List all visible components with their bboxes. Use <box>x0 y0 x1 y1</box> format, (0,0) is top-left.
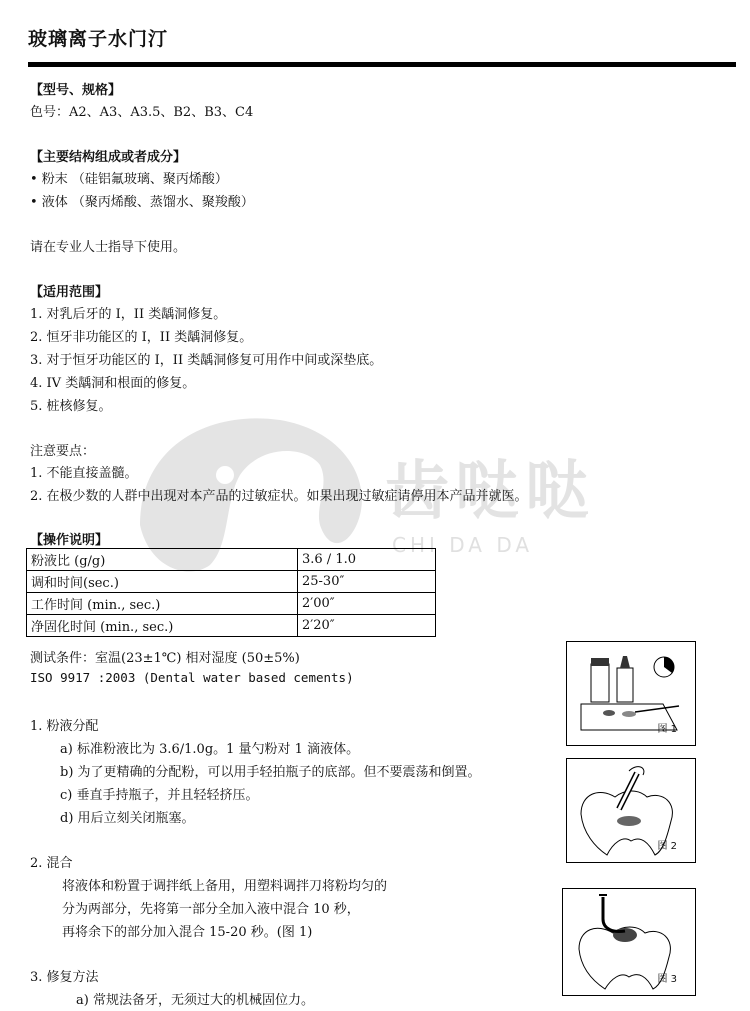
table-value: 2′20″ <box>298 615 436 637</box>
step-item: a) 标准粉液比为 3.6/1.0g。1 量勺粉对 1 滴液体。 <box>60 742 360 757</box>
attention-item: 1. 不能直接盖髓。 <box>30 466 138 481</box>
figure-caption: 图 1 <box>657 724 677 735</box>
table-value: 25-30″ <box>298 571 436 593</box>
table-row <box>27 615 436 637</box>
watermark-subtext: CHI DA DA <box>392 533 534 557</box>
table-key: 工作时间 (min., sec.) <box>27 593 298 615</box>
step-mixing-heading: 2. 混合 <box>30 856 73 871</box>
document-title: 玻璃离子水门汀 <box>28 28 169 50</box>
step-mixing-line: 分为两部分，先将第一部分全加入液中混合 10 秒， <box>62 902 360 917</box>
step-mixing-line: 再将余下的部分加入混合 15-20 秒。(图 1) <box>62 925 313 940</box>
figure-2 <box>566 758 696 863</box>
table-value: 2′00″ <box>298 593 436 615</box>
scope-item: 4. IV 类龋洞和根面的修复。 <box>30 376 196 391</box>
operation-heading: 【操作说明】 <box>30 533 109 548</box>
scope-item: 1. 对乳后牙的 I，II 类龋洞修复。 <box>30 307 227 322</box>
step-item: a) 常规法备牙，无须过大的机械固位力。 <box>76 993 314 1008</box>
scope-heading: 【适用范围】 <box>30 285 109 300</box>
operation-table <box>26 548 436 637</box>
composition-item: • 粉末 （硅铝氟玻璃、聚丙烯酸） <box>30 172 228 187</box>
step-item: c) 垂直手持瓶子，并且轻轻挤压。 <box>60 788 259 803</box>
figure-caption: 图 3 <box>657 974 677 985</box>
table-key: 调和时间(sec.) <box>27 571 298 593</box>
step-item: d) 用后立刻关闭瓶塞。 <box>60 811 195 826</box>
test-condition: 测试条件：室温(23±1℃) 相对湿度 (50±5%) <box>30 651 300 666</box>
scope-item: 3. 对于恒牙功能区的 I，II 类龋洞修复可用作中间或深垫底。 <box>30 353 383 368</box>
step-item: b) 为了更精确的分配粉，可以用手轻拍瓶子的底部。但不要震荡和倒置。 <box>60 765 481 780</box>
table-row <box>27 593 436 615</box>
figure-3 <box>562 888 696 996</box>
table-row <box>27 571 436 593</box>
scope-item: 2. 恒牙非功能区的 I，II 类龋洞修复。 <box>30 330 253 345</box>
scope-item: 5. 桩核修复。 <box>30 399 112 414</box>
composition-item: • 液体 （聚丙烯酸、蒸馏水、聚羧酸） <box>30 195 254 210</box>
model-heading: 【型号、规格】 <box>30 83 122 98</box>
iso-standard: ISO 9917 :2003 (Dental water based cements) <box>30 670 354 685</box>
title-divider <box>28 62 736 67</box>
color-codes: 色号：A2、A3、A3.5、B2、B3、C4 <box>30 105 254 120</box>
watermark-text: 齿哒哒 <box>385 455 595 529</box>
table-key: 粉液比 (g/g) <box>27 549 298 571</box>
attention-item: 2. 在极少数的人群中出现对本产品的过敏症状。如果出现过敏症请停用本产品并就医。 <box>30 489 528 504</box>
attention-heading: 注意要点： <box>30 444 96 459</box>
step-dosing-heading: 1. 粉液分配 <box>30 719 99 734</box>
table-value: 3.6 / 1.0 <box>298 549 436 571</box>
figure-caption: 图 2 <box>657 841 677 852</box>
table-row <box>27 549 436 571</box>
table-key: 净固化时间 (min., sec.) <box>27 615 298 637</box>
figure-1 <box>566 641 696 746</box>
step-mixing-line: 将液体和粉置于调拌纸上备用，用塑料调拌刀将粉均匀的 <box>62 879 388 894</box>
step-restoration-heading: 3. 修复方法 <box>30 970 99 985</box>
composition-heading: 【主要结构组成或者成分】 <box>30 150 187 165</box>
usage-note: 请在专业人士指导下使用。 <box>30 240 187 255</box>
